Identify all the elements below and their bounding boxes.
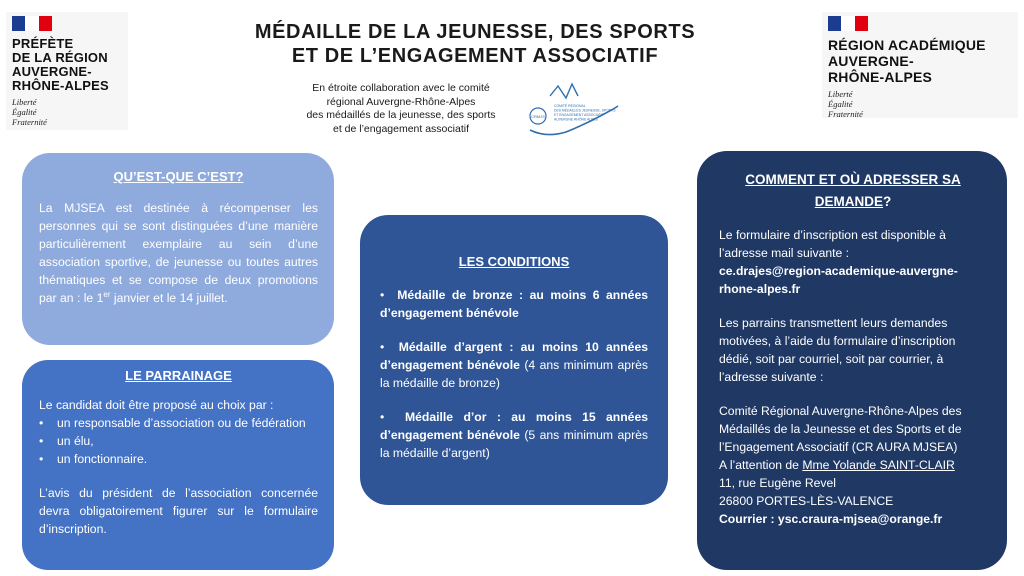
mini-logo-text-4: AUVERGNE RHÔNE ALPES (554, 117, 598, 122)
svg-text:CRMJS: CRMJS (531, 114, 545, 119)
attention-line: A l’attention de Mme Yolande SAINT-CLAIR (719, 458, 955, 472)
how-to-apply-intro: Le formulaire d’inscription est disponible à l’adresse mail suivante : (719, 228, 946, 260)
city-address: 26800 PORTES-LÈS-VALENCE (719, 494, 894, 508)
academic-region-name: RÉGION ACADÉMIQUE AUVERGNE- RHÔNE-ALPES (828, 37, 986, 85)
page-title: MÉDAILLE DE LA JEUNESSE, DES SPORTS ET DE L’ENGAGEMENT ASSOCIATIF (254, 21, 696, 67)
conditions-heading: LES CONDITIONS (458, 254, 570, 269)
street-address: 11, rue Eugène Revel (719, 476, 836, 490)
what-is-it-heading: QU’EST-QUE C’EST? (113, 169, 244, 184)
mini-logo-text-1: COMITÉ RÉGIONAL (554, 104, 586, 108)
contact-email-link[interactable]: ysc.craura-mjsea@orange.fr (777, 512, 943, 526)
academic-region-logo (822, 12, 1018, 118)
collaboration-note: En étroite collaboration avec le comité régional Auvergne-Rhône-Alpes des médaillés de la jeunesse, des sports et de l’engagement associatif (306, 82, 496, 135)
committee-name: Comité Régional Auvergne-Rhône-Alpes des Médaillés de la Jeunesse et des Sports et de l’Engagement Associatif (CR AURA MJSEA) (719, 404, 962, 454)
french-flag-icon (828, 16, 868, 31)
how-to-apply-panel (697, 151, 1007, 570)
condition-gold: • Médaille d’or : au moins 15 années d’engagement bénévole (5 ans minimum après la médaille d’argent) (380, 410, 649, 460)
sponsorship-panel (22, 360, 334, 570)
what-is-it-text: La MJSEA est destinée à récompenser les personnes qui se sont distinguées d’une manière particulièrement exemplaire au sein d’une association sportive, de jeunesse ou toutes autres thématiques et se compose de deux promotions par an : le 1er janvier et le 14 juillet. (39, 201, 318, 305)
condition-bronze: • Médaille de bronze : au moins 6 années d’engagement bénévole (380, 288, 648, 320)
prefecture-name: PRÉFÈTE DE LA RÉGION AUVERGNE- RHÔNE-ALPES (12, 36, 109, 93)
regional-committee-logo (526, 76, 622, 140)
conditions-panel (360, 215, 668, 505)
mini-logo-text-2: DES MÉDAILLÉS JEUNESSE, SPORTS (554, 108, 616, 113)
how-to-apply-heading: COMMENT ET OÙ ADRESSER SA DEMANDE? (745, 172, 961, 209)
republic-motto: Liberté Égalité Fraternité (828, 89, 863, 119)
prefecture-logo (6, 12, 128, 130)
list-item: • un fonctionnaire. (39, 452, 148, 466)
mini-logo-text-3: ET ENGAGEMENT ASSOCIATIF (554, 113, 604, 117)
registration-email-link[interactable]: ce.drajes@region-academique-auvergne-rhone-alpes.fr (719, 264, 958, 296)
republic-motto: Liberté Égalité Fraternité (12, 97, 47, 127)
contact-name: Mme Yolande SAINT-CLAIR (802, 458, 955, 472)
sponsorship-footer: L’avis du président de l’association concernée devra obligatoirement figurer sur le formulaire d’inscription. (39, 486, 318, 536)
condition-silver: • Médaille d’argent : au moins 10 années d’engagement bénévole (4 ans minimum après la médaille de bronze) (380, 340, 648, 390)
list-item: • un responsable d’association ou de fédération (39, 416, 306, 430)
mail-contact: Courrier : ysc.craura-mjsea@orange.fr (719, 512, 943, 526)
sponsorship-intro: Le candidat doit être proposé au choix par : (39, 398, 274, 412)
sponsors-instructions: Les parrains transmettent leurs demandes motivées, à l’aide du formulaire d’inscription dédié, soit par courriel, soit par courrier, à l’adresse suivante : (719, 316, 956, 384)
list-item: • un élu, (39, 434, 94, 448)
what-is-it-panel (22, 153, 334, 345)
french-flag-icon (12, 16, 52, 31)
sponsorship-heading: LE PARRAINAGE (125, 368, 232, 383)
